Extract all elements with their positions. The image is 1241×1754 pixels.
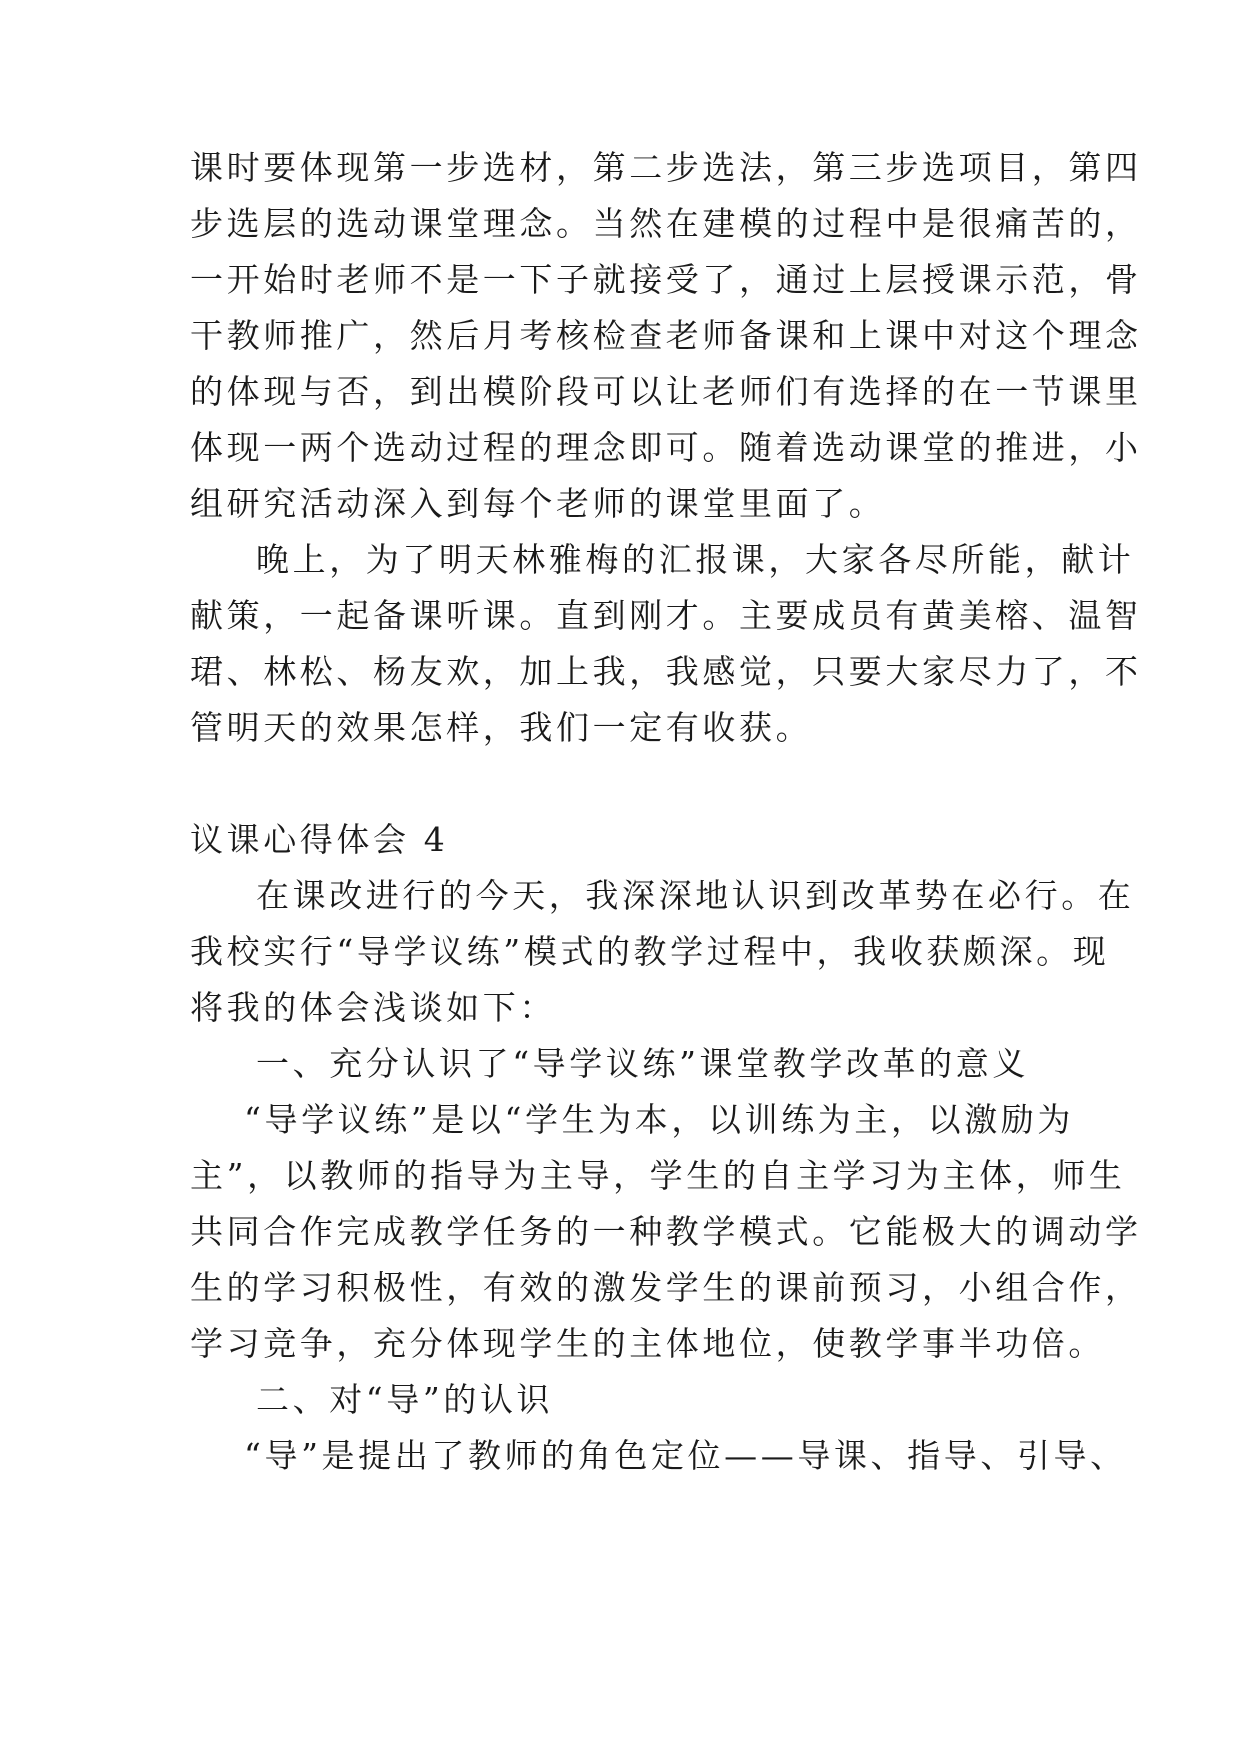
paragraph-line: 我校实行“导学议练”模式的教学过程中，我收获颇深。现 bbox=[190, 932, 1110, 971]
paragraph-line: 组研究活动深入到每个老师的课堂里面了。 bbox=[190, 484, 886, 523]
paragraph-line: 的体现与否，到出模阶段可以让老师们有选择的在一节课里 bbox=[190, 372, 1142, 411]
paragraph-line: “导”是提出了教师的角色定位——导课、指导、引导、 bbox=[244, 1436, 1127, 1475]
paragraph-line: 体现一两个选动过程的理念即可。随着选动课堂的推进，小 bbox=[190, 428, 1142, 467]
paragraph-line: 课时要体现第一步选材，第二步选法，第三步选项目，第四 bbox=[190, 148, 1142, 187]
section-heading: 议课心得体会 4 bbox=[190, 820, 449, 859]
paragraph-line: “导学议练”是以“学生为本，以训练为主，以激励为 bbox=[244, 1100, 1075, 1139]
paragraph-line: 共同合作完成教学任务的一种教学模式。它能极大的调动学 bbox=[190, 1212, 1142, 1251]
paragraph-line: 献策，一起备课听课。直到刚才。主要成员有黄美榕、温智 bbox=[190, 596, 1142, 635]
point-heading: 二、对“导”的认识 bbox=[256, 1380, 554, 1419]
paragraph-line: 步选层的选动课堂理念。当然在建模的过程中是很痛苦的， bbox=[190, 204, 1142, 243]
paragraph-line: 一开始时老师不是一下子就接受了，通过上层授课示范，骨 bbox=[190, 260, 1142, 299]
point-heading: 一、充分认识了“导学议练”课堂教学改革的意义 bbox=[256, 1044, 1029, 1083]
paragraph-line: 生的学习积极性，有效的激发学生的课前预习，小组合作， bbox=[190, 1268, 1142, 1307]
paragraph-line: 将我的体会浅谈如下： bbox=[190, 988, 556, 1027]
paragraph-line: 主”，以教师的指导为主导，学生的自主学习为主体，师生 bbox=[190, 1156, 1126, 1195]
paragraph-line: 珺、林松、杨友欢，加上我，我感觉，只要大家尽力了，不 bbox=[190, 652, 1142, 691]
paragraph-line: 学习竞争，充分体现学生的主体地位，使教学事半功倍。 bbox=[190, 1324, 1105, 1363]
paragraph-line: 干教师推广，然后月考核检查老师备课和上课中对这个理念 bbox=[190, 316, 1142, 355]
paragraph-line: 在课改进行的今天，我深深地认识到改革势在必行。在 bbox=[256, 876, 1135, 915]
paragraph-line: 管明天的效果怎样，我们一定有收获。 bbox=[190, 708, 813, 747]
paragraph-line: 晚上，为了明天林雅梅的汇报课，大家各尽所能，献计 bbox=[256, 540, 1135, 579]
